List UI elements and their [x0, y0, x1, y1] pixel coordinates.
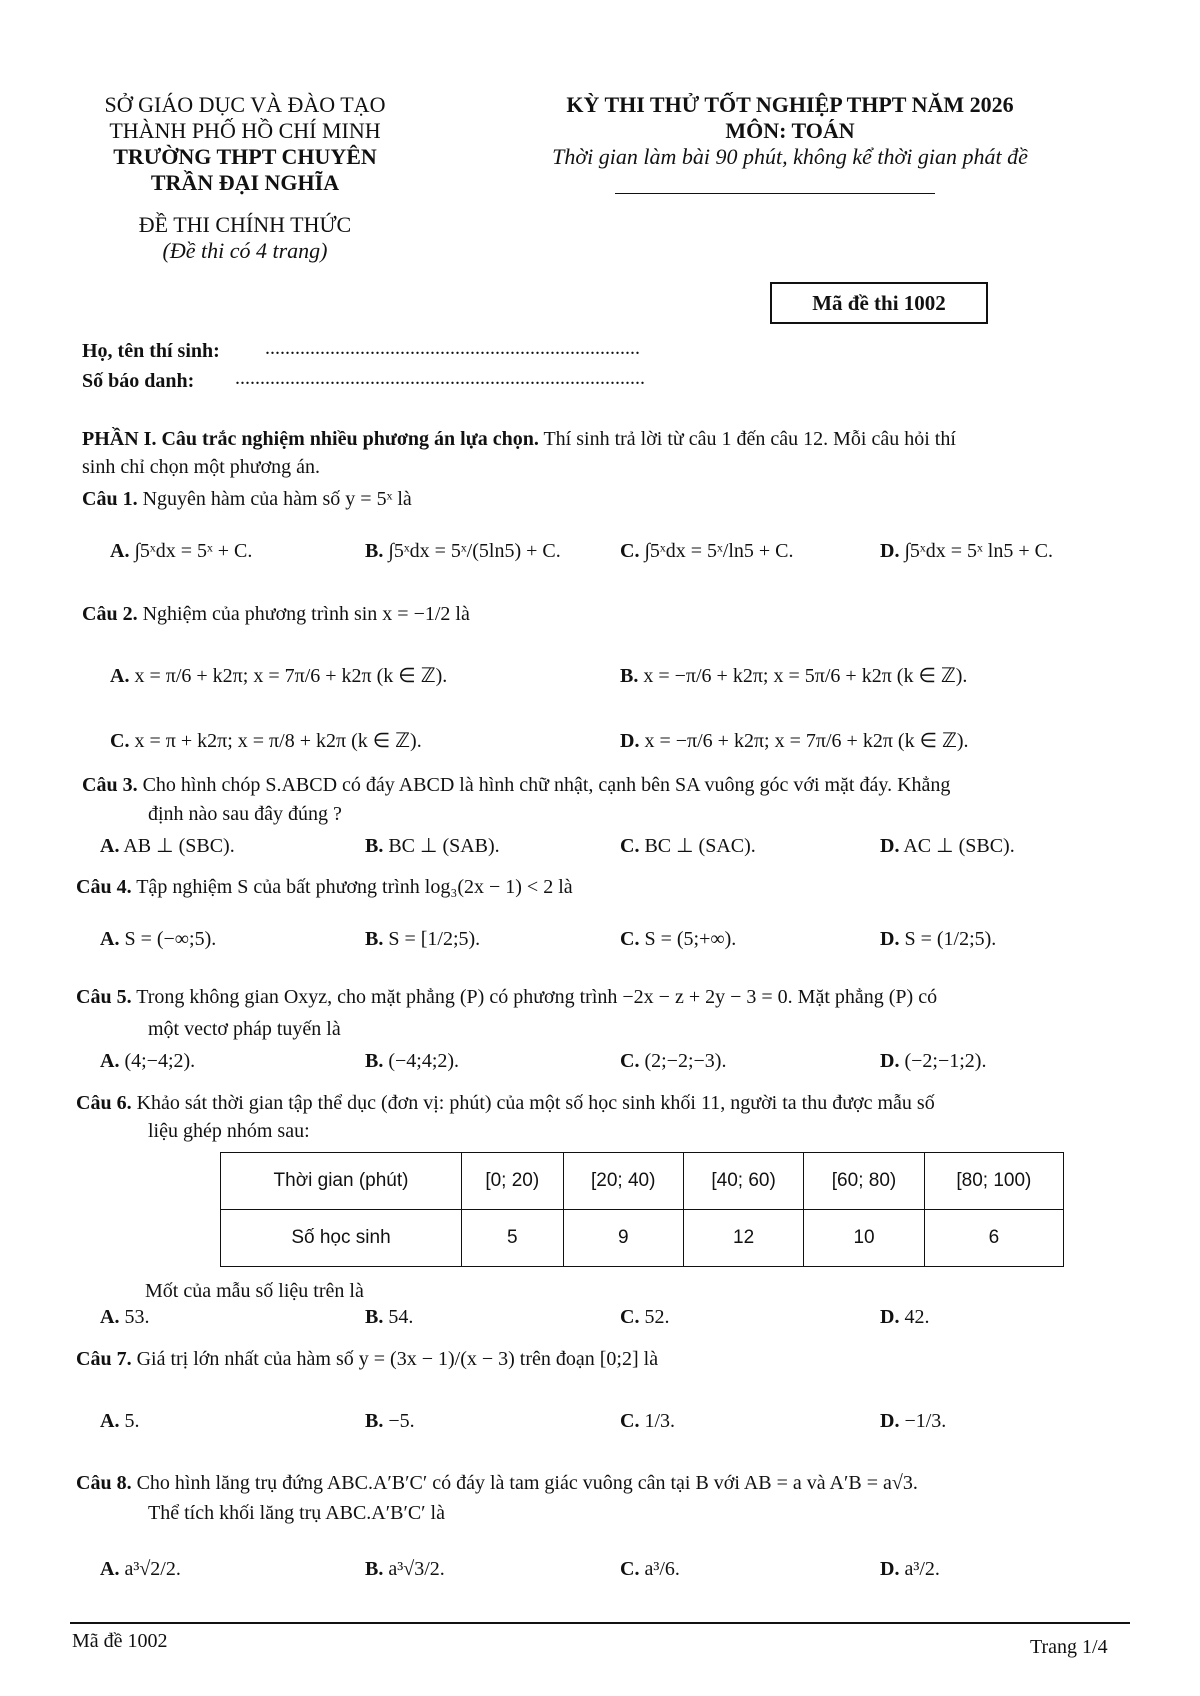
data-table	[220, 1152, 1064, 1267]
table-cell: [40; 60)	[683, 1153, 803, 1210]
q8-option-c[interactable]: C. a³/6.	[620, 1558, 680, 1580]
q5-option-c[interactable]: C. (2;−2;−3).	[620, 1050, 727, 1072]
school-name: TRƯỜNG THPT CHUYÊN	[113, 144, 377, 169]
question-3: Câu 3. Cho hình chóp S.ABCD có đáy ABCD là hình chữ nhật, cạnh bên SA vuông góc với mặt đáy. Khẳng	[82, 774, 951, 796]
table-cell: 5	[462, 1210, 564, 1267]
table-cell: 9	[563, 1210, 683, 1267]
question-8: Câu 8. Cho hình lăng trụ đứng ABC.A′B′C′ có đáy là tam giác vuông cân tại B với AB = a và A′B = a√3.	[76, 1472, 918, 1494]
table-cell: 12	[683, 1210, 803, 1267]
footer-divider	[70, 1622, 1130, 1624]
question-8-cont: Thể tích khối lăng trụ ABC.A′B′C′ là	[148, 1502, 445, 1524]
candidate-name-label: Họ, tên thí sinh:	[82, 340, 220, 362]
question-3-cont: định nào sau đây đúng ?	[148, 803, 342, 825]
question-6-mode: Mốt của mẫu số liệu trên là	[145, 1280, 364, 1302]
table-cell: [20; 40)	[563, 1153, 683, 1210]
official-label: ĐỀ THI CHÍNH THỨC	[138, 212, 352, 237]
question-4: Câu 4. Tập nghiệm S của bất phương trình log₃(2x − 1) < 2 là	[76, 876, 573, 898]
q1-option-d[interactable]: D. ∫5ˣdx = 5ˣ ln5 + C.	[880, 540, 1053, 562]
q3-option-a[interactable]: A. AB ⊥ (SBC).	[100, 835, 235, 857]
q3-option-c[interactable]: C. BC ⊥ (SAC).	[620, 835, 756, 857]
q7-option-b[interactable]: B. −5.	[365, 1410, 415, 1432]
question-7: Câu 7. Giá trị lớn nhất của hàm số y = (3x − 1)/(x − 3) trên đoạn [0;2] là	[76, 1348, 659, 1370]
header-left	[60, 92, 430, 264]
q3-option-d[interactable]: D. AC ⊥ (SBC).	[880, 835, 1015, 857]
table-cell: [0; 20)	[462, 1153, 564, 1210]
q5-option-b[interactable]: B. (−4;4;2).	[365, 1050, 460, 1072]
q4-option-a[interactable]: A. S = (−∞;5).	[100, 928, 217, 950]
part1-desc: Thí sinh trả lời từ câu 1 đến câu 12. Mỗi câu hỏi thí	[538, 428, 956, 450]
footer-exam-code: Mã đề 1002	[72, 1630, 168, 1652]
question-2: Câu 2. Nghiệm của phương trình sin x = −1/2 là	[82, 603, 470, 625]
q4-option-b[interactable]: B. S = [1/2;5).	[365, 928, 481, 950]
q3-option-b[interactable]: B. BC ⊥ (SAB).	[365, 835, 500, 857]
q8-option-b[interactable]: B. a³√3/2.	[365, 1558, 445, 1580]
q2-option-b[interactable]: B. x = −π/6 + k2π; x = 5π/6 + k2π (k ∈ ℤ).	[620, 665, 968, 687]
city-name: THÀNH PHỐ HỒ CHÍ MINH	[109, 118, 381, 143]
q2-option-a[interactable]: A. x = π/6 + k2π; x = 7π/6 + k2π (k ∈ ℤ).	[110, 665, 448, 687]
question-5: Câu 5. Trong không gian Oxyz, cho mặt phẳng (P) có phương trình −2x − z + 2y − 3 = 0. Mặt phẳng (P) có	[76, 986, 938, 1008]
candidate-id-label: Số báo danh:	[82, 370, 195, 392]
school-name-2: TRẦN ĐẠI NGHĨA	[150, 170, 340, 195]
exam-title: KỲ THI THỬ TỐT NGHIỆP THPT NĂM 2026	[566, 92, 1014, 117]
part1-title: PHẦN I. Câu trắc nghiệm nhiều phương án lựa chọn.	[82, 428, 539, 450]
q6-option-d[interactable]: D. 42.	[880, 1306, 930, 1328]
subject: MÔN: TOÁN	[725, 118, 855, 143]
q1-option-b[interactable]: B. ∫5ˣdx = 5ˣ/(5ln5) + C.	[365, 540, 561, 562]
q6-option-b[interactable]: B. 54.	[365, 1306, 414, 1328]
table-cell: [80; 100)	[924, 1153, 1063, 1210]
q2-option-c[interactable]: C. x = π + k2π; x = π/8 + k2π (k ∈ ℤ).	[110, 730, 422, 752]
question-5-cont: một vectơ pháp tuyến là	[148, 1018, 341, 1040]
table-cell: 6	[924, 1210, 1063, 1267]
q1-option-a[interactable]: A. ∫5ˣdx = 5ˣ + C.	[110, 540, 253, 562]
q8-option-a[interactable]: A. a³√2/2.	[100, 1558, 181, 1580]
table-row	[221, 1210, 1064, 1267]
part1-desc2: sinh chỉ chọn một phương án.	[82, 456, 321, 478]
q7-option-c[interactable]: C. 1/3.	[620, 1410, 676, 1432]
footer-page-number: Trang 1/4	[1030, 1636, 1108, 1658]
question-6-cont: liệu ghép nhóm sau:	[148, 1120, 310, 1142]
dept-name: SỞ GIÁO DỤC VÀ ĐÀO TẠO	[104, 92, 386, 117]
table-cell: [60; 80)	[804, 1153, 924, 1210]
table-cell: Số học sinh	[221, 1210, 462, 1267]
question-1: Câu 1. Nguyên hàm của hàm số y = 5ˣ là	[82, 488, 412, 510]
q1-option-c[interactable]: C. ∫5ˣdx = 5ˣ/ln5 + C.	[620, 540, 794, 562]
candidate-name-dots: ...........................................................................	[265, 337, 640, 359]
table-cell: Thời gian (phút)	[221, 1153, 462, 1210]
q5-option-d[interactable]: D. (−2;−1;2).	[880, 1050, 987, 1072]
header-right	[470, 92, 1110, 170]
q8-option-d[interactable]: D. a³/2.	[880, 1558, 940, 1580]
table-header-row	[221, 1153, 1064, 1210]
question-6: Câu 6. Khảo sát thời gian tập thể dục (đơn vị: phút) của một số học sinh khối 11, người ta thu được mẫu số	[76, 1092, 935, 1114]
q4-option-c[interactable]: C. S = (5;+∞).	[620, 928, 737, 950]
q4-option-d[interactable]: D. S = (1/2;5).	[880, 928, 997, 950]
exam-code-box: Mã đề thi 1002	[770, 282, 988, 324]
time-note: Thời gian làm bài 90 phút, không kể thời gian phát đề	[552, 144, 1028, 169]
part1-heading	[82, 428, 1142, 451]
q6-option-a[interactable]: A. 53.	[100, 1306, 150, 1328]
header-underline	[615, 193, 935, 194]
q7-option-d[interactable]: D. −1/3.	[880, 1410, 947, 1432]
table-cell: 10	[804, 1210, 924, 1267]
q2-option-d[interactable]: D. x = −π/6 + k2π; x = 7π/6 + k2π (k ∈ ℤ).	[620, 730, 969, 752]
q7-option-a[interactable]: A. 5.	[100, 1410, 140, 1432]
page-count-note: (Đề thi có 4 trang)	[162, 238, 328, 263]
q5-option-a[interactable]: A. (4;−4;2).	[100, 1050, 196, 1072]
candidate-id-dots: ..................................................................................	[235, 367, 645, 389]
q6-option-c[interactable]: C. 52.	[620, 1306, 670, 1328]
